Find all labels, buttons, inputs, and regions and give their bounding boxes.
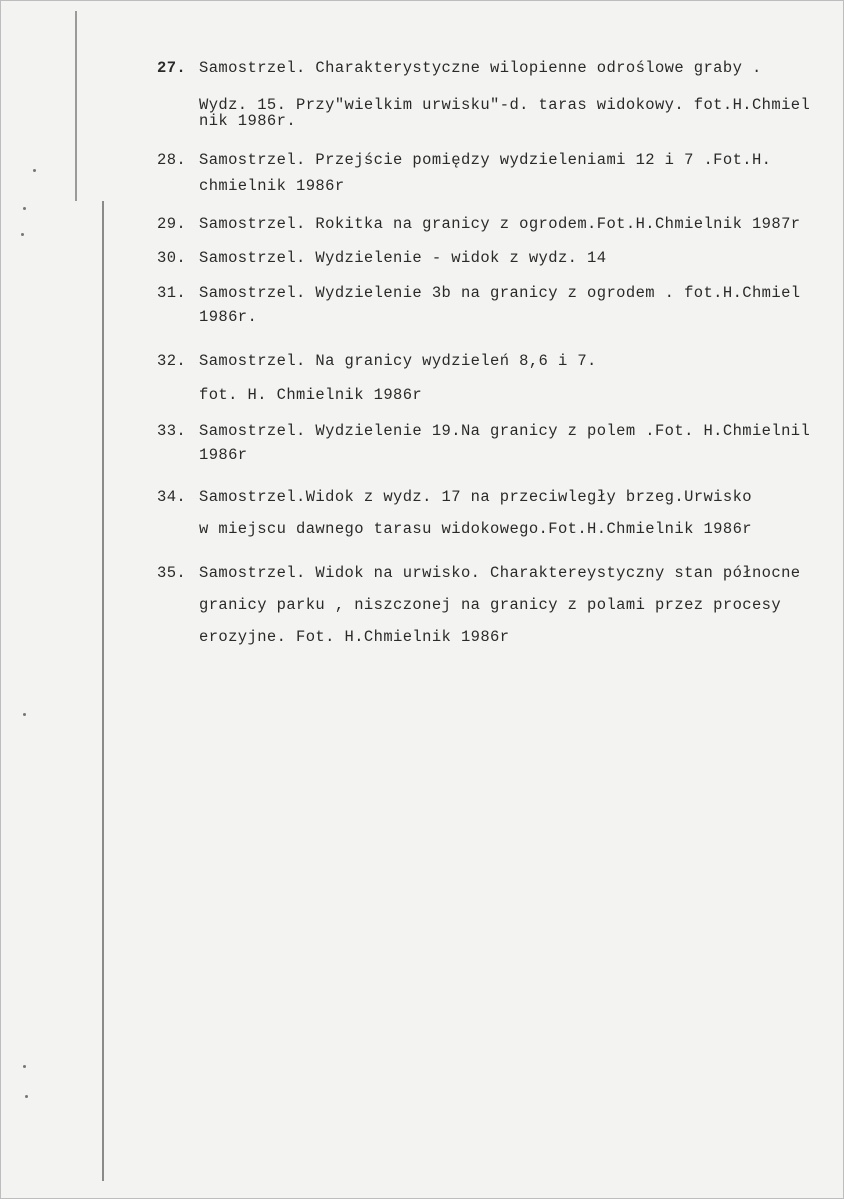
- item-number: 32.: [157, 352, 187, 370]
- item-text: Samostrzel. Wydzielenie - widok z wydz. 14: [199, 249, 607, 267]
- item-text: Samostrzel. Wydzielenie 19.Na granicy z polem .Fot. H.Chmielnil: [199, 422, 811, 440]
- photo-caption-list: [157, 59, 841, 653]
- list-item: [157, 97, 841, 129]
- list-item: [157, 383, 841, 407]
- list-item: [157, 419, 841, 467]
- item-number: 27.: [157, 59, 187, 77]
- item-text: w miejscu dawnego tarasu widokowego.Fot.H.Chmielnik 1986r: [199, 520, 752, 538]
- item-text: Samostrzel. Przejście pomiędzy wydzieleniami 12 i 7 .Fot.H.: [199, 151, 772, 169]
- item-text: Samostrzel. Charakterystyczne wilopienne odroślowe graby .: [199, 59, 762, 77]
- item-text: Samostrzel. Na granicy wydzieleń 8,6 i 7.: [199, 352, 597, 370]
- speck: [33, 169, 36, 172]
- speck: [25, 1095, 28, 1098]
- item-number: 29.: [157, 215, 187, 233]
- list-item: [157, 59, 841, 77]
- item-text: granicy parku , niszczonej na granicy z polami przez procesy: [199, 596, 782, 614]
- item-number: 34.: [157, 488, 187, 506]
- list-item: [157, 557, 841, 653]
- list-item: [157, 481, 841, 545]
- item-text: Wydz. 15. Przy"wielkim urwisku"-d. taras widokowy. fot.H.Chmiel: [199, 96, 811, 114]
- item-text: Samostrzel. Wydzielenie 3b na granicy z ogrodem . fot.H.Chmiel: [199, 284, 801, 302]
- binding-margin-line-lower: [102, 201, 104, 1181]
- item-number: 33.: [157, 422, 187, 440]
- list-item: [157, 281, 841, 329]
- item-text: fot. H. Chmielnik 1986r: [199, 386, 423, 404]
- item-text: 1986r: [199, 446, 248, 464]
- list-item: [157, 349, 841, 373]
- speck: [23, 207, 26, 210]
- item-text: nik 1986r.: [199, 112, 297, 130]
- list-item: [157, 147, 841, 199]
- item-number: 30.: [157, 249, 187, 267]
- item-text: Samostrzel. Rokitka na granicy z ogrodem.Fot.H.Chmielnik 1987r: [199, 215, 801, 233]
- item-text: chmielnik 1986r: [199, 177, 345, 195]
- item-text: 1986r.: [199, 308, 258, 326]
- item-text: Samostrzel.Widok z wydz. 17 na przeciwległy brzeg.Urwisko: [199, 488, 752, 506]
- speck: [23, 713, 26, 716]
- speck: [21, 233, 24, 236]
- binding-margin-line: [75, 11, 77, 201]
- list-item: [157, 213, 841, 235]
- item-text: Samostrzel. Widok na urwisko. Charaktereystyczny stan północne: [199, 564, 801, 582]
- item-number: 35.: [157, 564, 187, 582]
- speck: [23, 1065, 26, 1068]
- item-number: 31.: [157, 284, 187, 302]
- item-text: erozyjne. Fot. H.Chmielnik 1986r: [199, 628, 510, 646]
- item-number: 28.: [157, 151, 187, 169]
- list-item: [157, 247, 841, 269]
